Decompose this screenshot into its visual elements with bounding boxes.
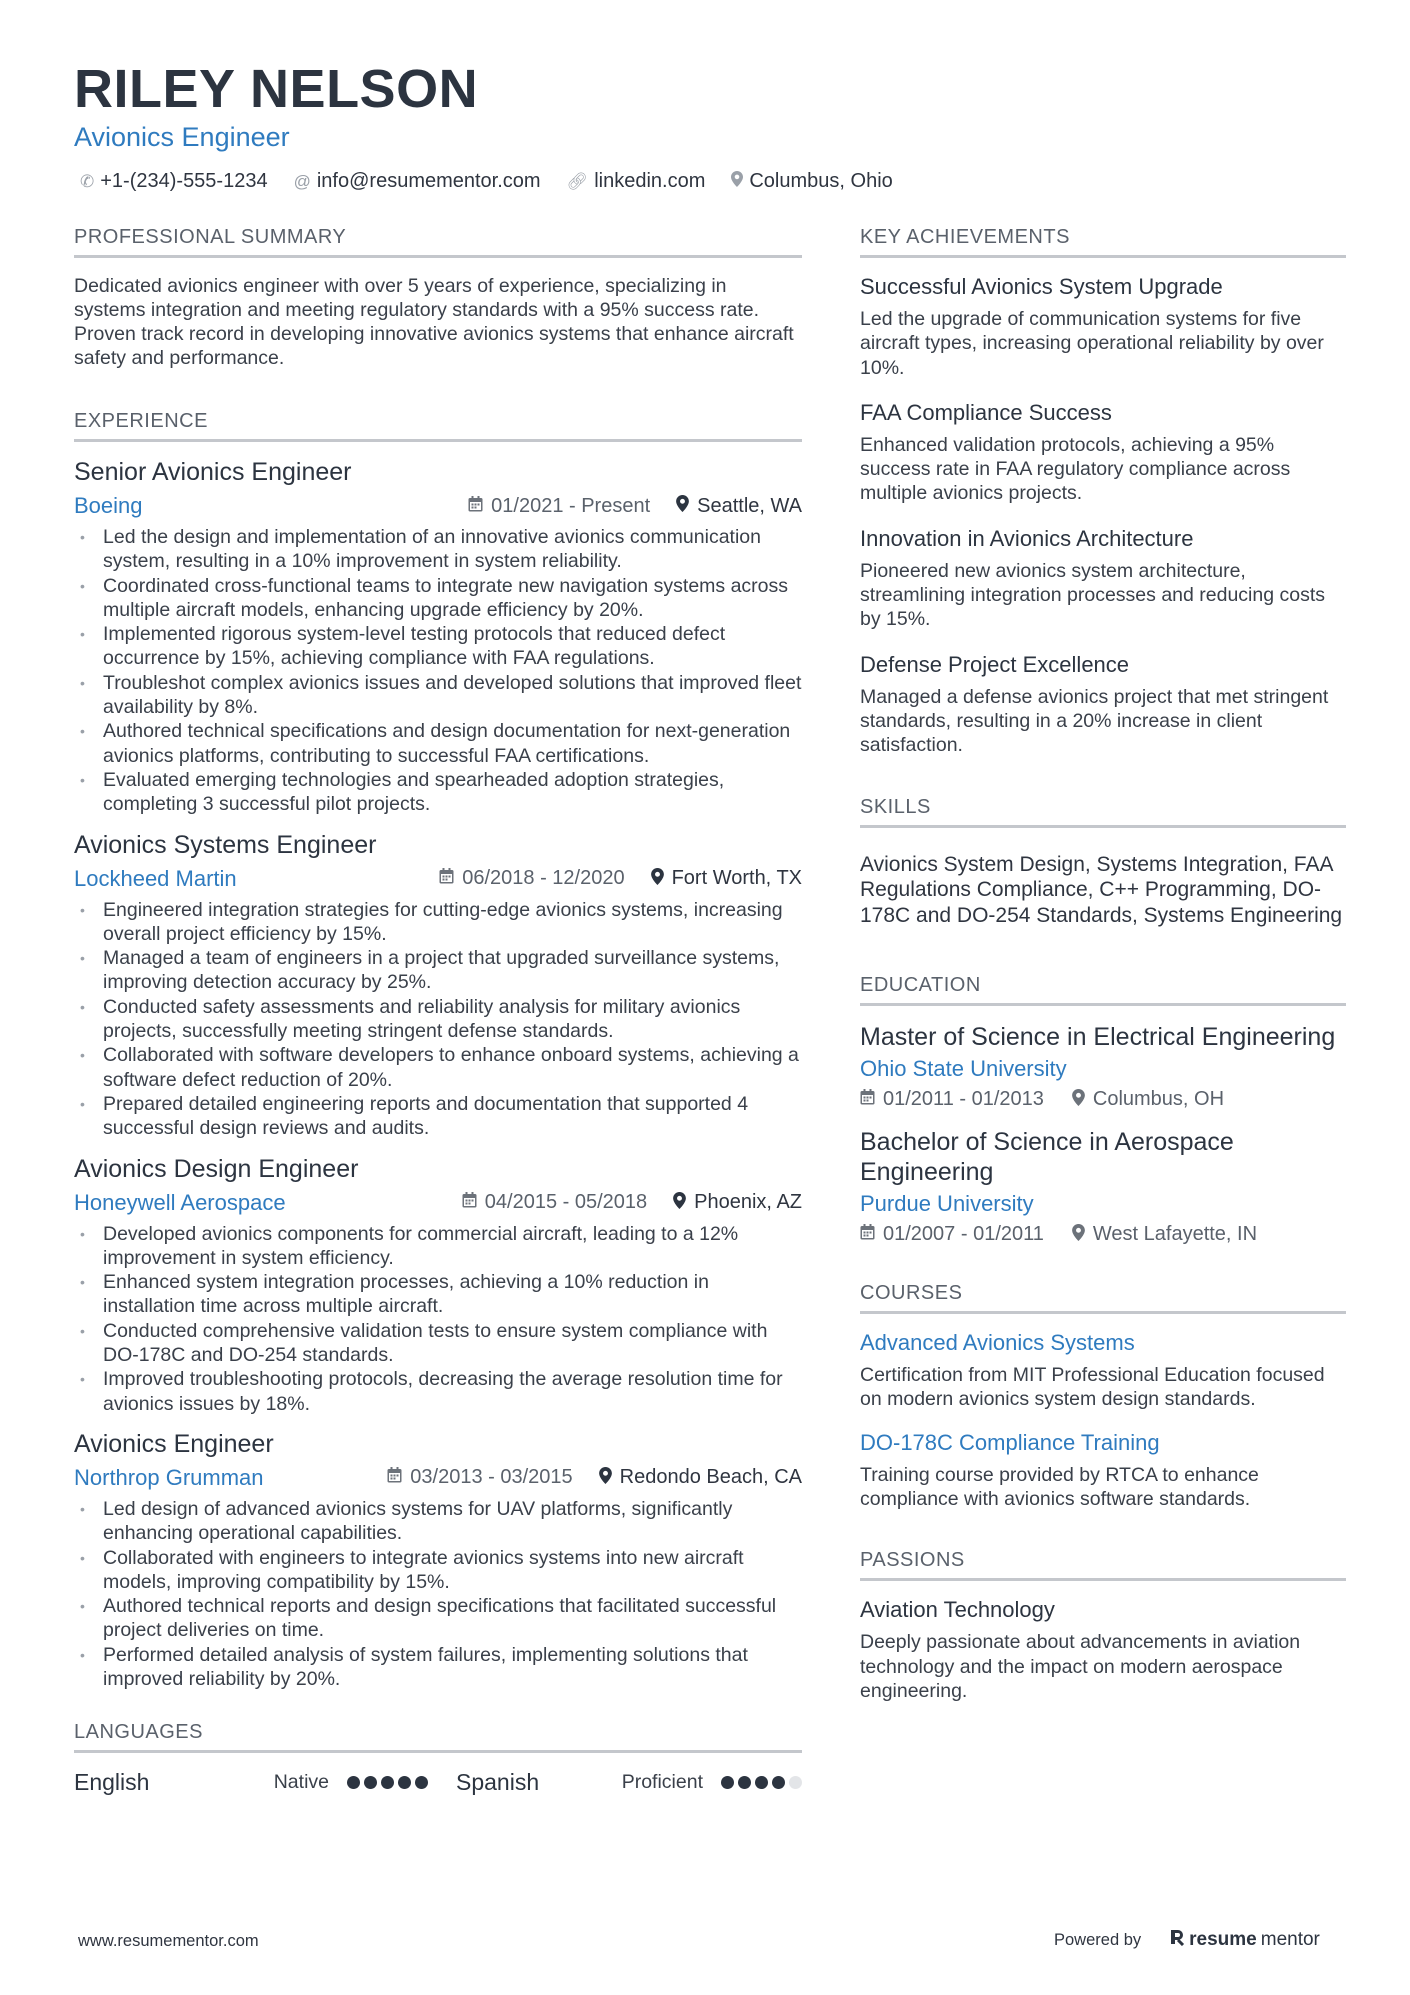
phone-text: +1-(234)-555-1234 — [100, 170, 268, 192]
course-item — [860, 1430, 1346, 1512]
phone-icon: ✆ — [80, 171, 95, 191]
education-location: Columbus, OH — [1072, 1088, 1224, 1111]
language-name: Spanish — [456, 1769, 540, 1796]
education-dates: 01/2011 - 01/2013 — [860, 1088, 1044, 1111]
map-pin-icon — [1072, 1089, 1085, 1111]
bullet-item: • Improved troubleshooting protocols, decreasing the average resolution time for avionics issues by 18%. — [74, 1367, 802, 1416]
job-location: Phoenix, AZ — [673, 1191, 802, 1214]
bullet-item: • Collaborated with software developers to enhance onboard systems, achieving a software defect reduction of 20%. — [74, 1043, 802, 1092]
school-name: Purdue University — [860, 1191, 1034, 1217]
achievement-desc: Pioneered new avionics system architecture, streamlining integration processes and reducing costs by 15%. — [860, 559, 1326, 631]
bullet-item: • Developed avionics components for commercial aircraft, leading to a 12% improvement in system efficiency. — [74, 1222, 802, 1271]
bullet-item: • Collaborated with engineers to integrate avionics systems into new aircraft models, improving compatibility by 15%. — [74, 1546, 802, 1595]
degree-title: Master of Science in Electrical Engineering — [860, 1023, 1336, 1052]
summary-heading: PROFESSIONAL SUMMARY — [74, 226, 802, 258]
education-dates: 01/2007 - 01/2011 — [860, 1223, 1044, 1246]
right-column — [860, 226, 1346, 1723]
achievement-item — [860, 400, 1346, 506]
achievement-title: Defense Project Excellence — [860, 651, 1130, 677]
language-level: Native — [273, 1771, 329, 1794]
job-entry — [74, 458, 802, 817]
achievements-heading: KEY ACHIEVEMENTS — [860, 226, 1346, 258]
job-location: Redondo Beach, CA — [599, 1466, 802, 1489]
job-bullets — [74, 898, 802, 1141]
job-dates: 04/2015 - 05/2018 — [462, 1191, 647, 1214]
education-location: West Lafayette, IN — [1072, 1223, 1257, 1246]
link-icon: 🔗︎ — [566, 171, 589, 191]
language-name: English — [74, 1769, 150, 1796]
bullet-item: • Troubleshot complex avionics issues and developed solutions that improved fleet availability by 8%. — [74, 671, 802, 720]
rating-dot-filled — [721, 1776, 734, 1789]
job-title: Avionics Design Engineer — [74, 1154, 359, 1183]
job-title: Avionics Engineer — [74, 1429, 274, 1458]
brand-name-light: mentor — [1260, 1929, 1320, 1950]
calendar-icon — [439, 868, 454, 889]
rating-dot-filled — [415, 1776, 428, 1789]
rating-dot-empty — [789, 1776, 802, 1789]
job-title: Avionics Systems Engineer — [74, 830, 377, 859]
education-item — [860, 1127, 1346, 1246]
contact-bar — [80, 170, 893, 193]
candidate-title: Avionics Engineer — [74, 122, 290, 152]
map-pin-icon — [731, 171, 743, 192]
course-title: Advanced Avionics Systems — [860, 1330, 1135, 1356]
bullet-item: • Led the design and implementation of an innovative avionics communication system, resulting in a 10% improvement in system reliability. — [74, 525, 802, 574]
job-entry — [74, 1430, 802, 1691]
job-entry — [74, 831, 802, 1141]
brand-name-bold: resume — [1189, 1929, 1257, 1950]
degree-title: Bachelor of Science in Aerospace Engineering — [860, 1128, 1234, 1187]
rating-dot-filled — [347, 1776, 360, 1789]
calendar-icon — [860, 1089, 875, 1110]
achievement-item — [860, 274, 1346, 380]
contact-phone[interactable] — [80, 170, 268, 193]
calendar-icon — [860, 1224, 875, 1245]
language-item — [438, 1769, 802, 1796]
powered-by-label: Powered by — [1054, 1930, 1142, 1949]
achievement-desc: Enhanced validation protocols, achieving a 95% success rate in FAA regulatory compliance across multiple avionics projects. — [860, 433, 1291, 505]
map-pin-icon — [676, 495, 689, 517]
language-item — [74, 1769, 438, 1796]
bullet-item: • Prepared detailed engineering reports and documentation that supported 4 successful design reviews and audits. — [74, 1092, 802, 1141]
passions-heading: PASSIONS — [860, 1549, 1346, 1581]
bullet-item: • Authored technical specifications and design documentation for next-generation avionics platforms, contributing to successful FAA certifications. — [74, 719, 802, 768]
bullet-item: • Conducted safety assessments and reliability analysis for military avionics projects, successfully meeting stringent defense standards. — [74, 995, 802, 1044]
achievement-title: Innovation in Avionics Architecture — [860, 525, 1194, 551]
brand-mark-icon — [1169, 1928, 1185, 1952]
achievement-desc: Managed a defense avionics project that met stringent standards, resulting in a 20% increase in client satisfaction. — [860, 685, 1329, 757]
course-title: DO-178C Compliance Training — [860, 1429, 1160, 1455]
rating-dot-filled — [738, 1776, 751, 1789]
map-pin-icon — [599, 1467, 612, 1489]
footer-brand — [1054, 1928, 1320, 1952]
bullet-item: • Performed detailed analysis of system failures, implementing solutions that improved reliability by 20%. — [74, 1643, 802, 1692]
contact-email[interactable] — [294, 170, 541, 193]
rating-dot-filled — [381, 1776, 394, 1789]
summary-text: Dedicated avionics engineer with over 5 years of experience, specializing in systems integration and meeting regulatory standards with a 95% success rate. Proven track record in developing innovative avionics systems that enhance aircraft safety and performance. — [74, 275, 794, 369]
calendar-icon — [387, 1467, 402, 1488]
job-entry — [74, 1155, 802, 1416]
rating-dot-filled — [772, 1776, 785, 1789]
company-name: Boeing — [74, 493, 143, 518]
languages-row — [74, 1769, 802, 1796]
job-dates: 06/2018 - 12/2020 — [439, 867, 624, 890]
skills-heading: SKILLS — [860, 796, 1346, 828]
education-item — [860, 1022, 1346, 1111]
company-name: Honeywell Aerospace — [74, 1189, 286, 1215]
job-title: Senior Avionics Engineer — [74, 458, 352, 486]
footer-site-link[interactable]: www.resumementor.com — [78, 1932, 259, 1950]
bullet-item: • Managed a team of engineers in a project that upgraded surveillance systems, improving detection accuracy by 25%. — [74, 946, 802, 995]
linkedin-text: linkedin.com — [594, 170, 706, 192]
company-name: Northrop Grumman — [74, 1464, 264, 1490]
courses-heading: COURSES — [860, 1282, 1346, 1314]
rating-dot-filled — [364, 1776, 377, 1789]
languages-heading: LANGUAGES — [74, 1721, 802, 1753]
brand-logo[interactable] — [1169, 1928, 1320, 1952]
job-location: Fort Worth, TX — [651, 867, 802, 890]
map-pin-icon — [673, 1192, 686, 1214]
job-bullets — [74, 1222, 802, 1416]
company-name: Lockheed Martin — [74, 865, 237, 891]
job-meta — [74, 866, 802, 892]
calendar-icon — [468, 496, 483, 517]
bullet-item: • Evaluated emerging technologies and spearheaded adoption strategies, completing 3 successful pilot projects. — [74, 768, 802, 817]
bullet-item: • Enhanced system integration processes, achieving a 10% reduction in installation time across multiple aircraft. — [74, 1270, 802, 1319]
calendar-icon — [462, 1192, 477, 1213]
bullet-item: • Implemented rigorous system-level testing protocols that reduced defect occurrence by 15%, achieving compliance with FAA regulations. — [74, 622, 802, 671]
course-desc: Training course provided by RTCA to enhance compliance with avionics software standards. — [860, 1463, 1259, 1510]
passion-title: Aviation Technology — [860, 1597, 1055, 1623]
job-location: Seattle, WA — [676, 495, 802, 518]
education-heading: EDUCATION — [860, 974, 1346, 1006]
map-pin-icon — [1072, 1224, 1085, 1246]
contact-location — [731, 170, 892, 193]
email-text: info@resumementor.com — [316, 170, 541, 192]
job-meta — [74, 493, 802, 519]
language-level: Proficient — [621, 1771, 703, 1794]
candidate-name: RILEY NELSON — [74, 59, 479, 119]
passion-desc: Deeply passionate about advancements in aviation technology and the impact on modern aerospace engineering. — [860, 1631, 1301, 1702]
bullet-item: • Led design of advanced avionics systems for UAV platforms, significantly enhancing operational capabilities. — [74, 1497, 802, 1546]
job-dates: 03/2013 - 03/2015 — [387, 1466, 572, 1489]
job-bullets — [74, 525, 802, 817]
rating-dot-filled — [755, 1776, 768, 1789]
skills-text: Avionics System Design, Systems Integration, FAA Regulations Compliance, C++ Programming, DO-178C and DO-254 Standards, Systems Engineering — [860, 852, 1343, 927]
location-text: Columbus, Ohio — [749, 170, 893, 192]
achievement-item — [860, 652, 1346, 758]
language-rating — [721, 1776, 802, 1789]
map-pin-icon — [651, 868, 664, 890]
at-icon: @ — [293, 171, 311, 191]
job-dates: 01/2021 - Present — [468, 495, 650, 518]
job-bullets — [74, 1497, 802, 1691]
contact-linkedin[interactable] — [567, 170, 706, 193]
bullet-item: • Coordinated cross-functional teams to integrate new navigation systems across multiple aircraft models, enhancing upgrade efficiency by 20%. — [74, 574, 802, 623]
achievement-title: Successful Avionics System Upgrade — [860, 274, 1223, 299]
school-name: Ohio State University — [860, 1056, 1067, 1082]
course-item — [860, 1330, 1346, 1412]
bullet-item: • Engineered integration strategies for cutting-edge avionics systems, increasing overall project efficiency by 15%. — [74, 898, 802, 947]
job-meta — [74, 1190, 802, 1216]
job-meta — [74, 1465, 802, 1491]
rating-dot-filled — [398, 1776, 411, 1789]
passion-item — [860, 1597, 1346, 1703]
achievement-title: FAA Compliance Success — [860, 399, 1112, 425]
achievement-desc: Led the upgrade of communication systems for five aircraft types, increasing operational reliability by over 10%. — [860, 308, 1324, 379]
bullet-item: • Authored technical reports and design specifications that facilitated successful project deliveries on time. — [74, 1594, 802, 1643]
achievement-item — [860, 526, 1346, 632]
language-rating — [347, 1776, 428, 1789]
course-desc: Certification from MIT Professional Education focused on modern avionics system design standards. — [860, 1364, 1325, 1411]
experience-heading: EXPERIENCE — [74, 410, 802, 442]
left-column — [74, 226, 802, 1796]
bullet-item: • Conducted comprehensive validation tests to ensure system compliance with DO-178C and DO-254 standards. — [74, 1319, 802, 1368]
